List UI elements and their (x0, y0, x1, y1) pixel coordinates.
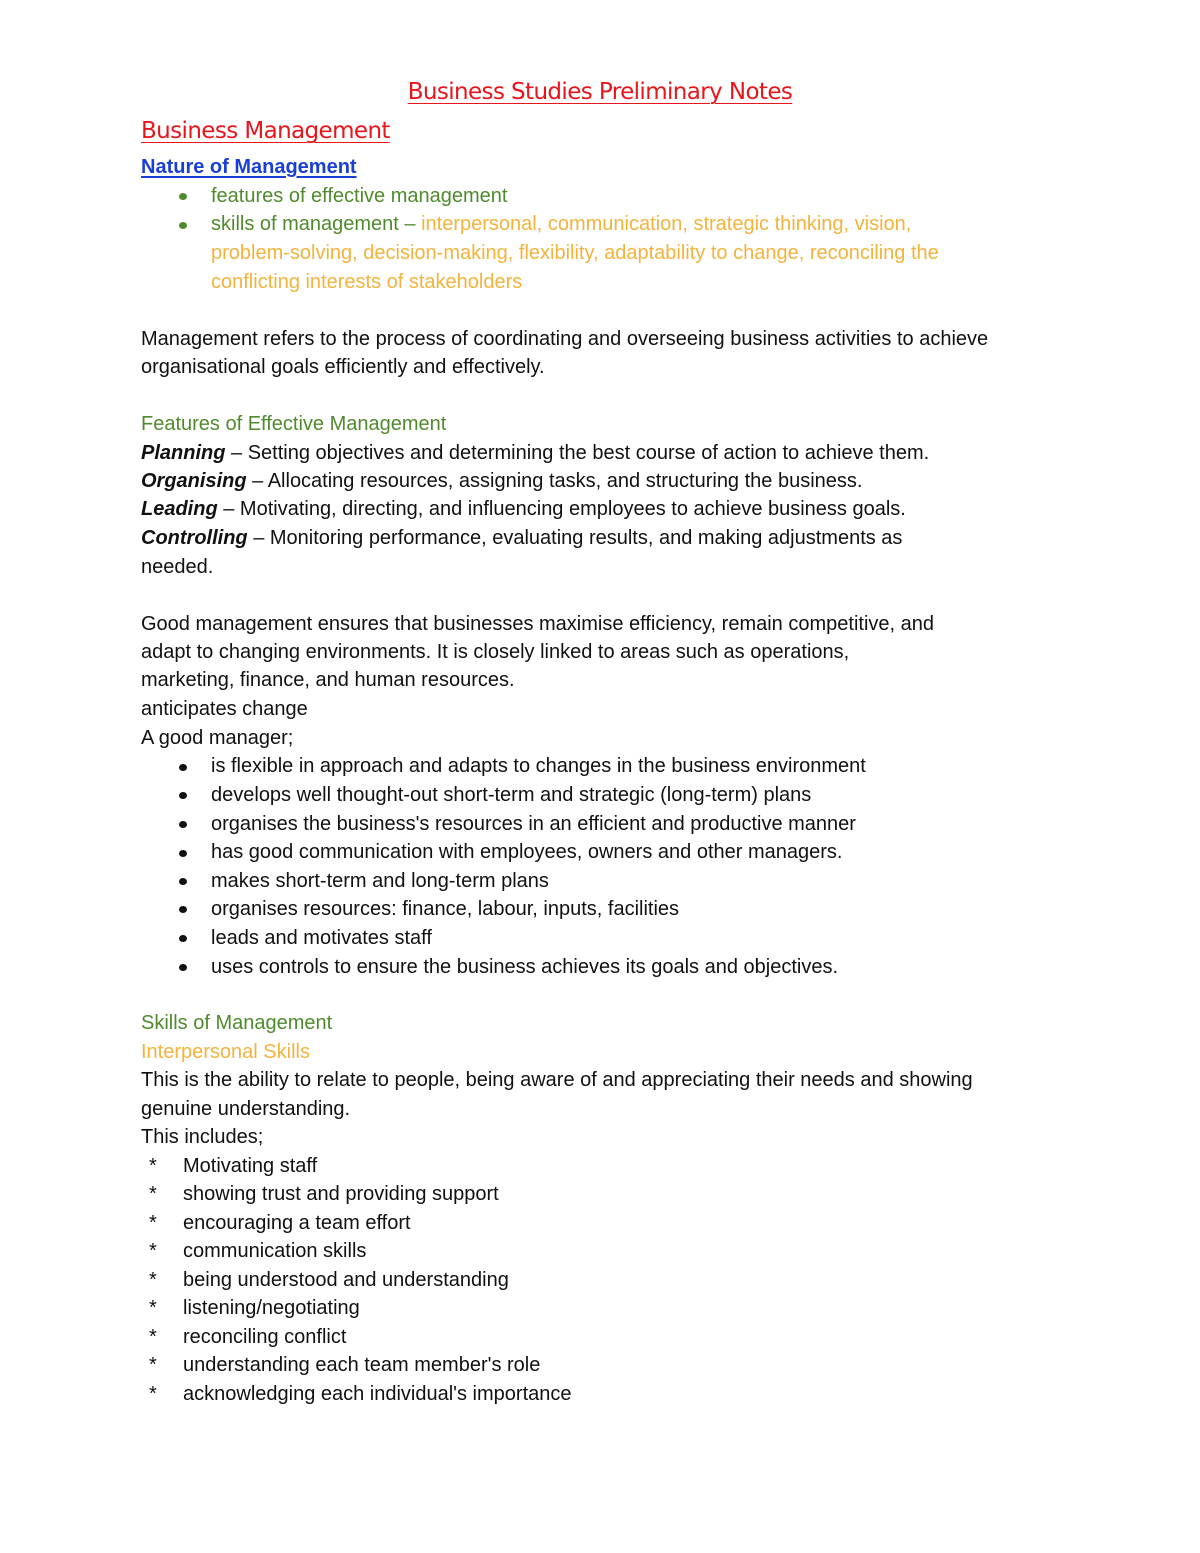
function-text: – Setting objectives and determining the best course of action to achieve them. (225, 442, 930, 464)
bullet-icon (179, 764, 187, 771)
list-item: listening/negotiating (183, 1297, 360, 1319)
bullet-icon (179, 964, 187, 971)
bullet-icon (179, 222, 187, 229)
function-controlling-cont: needed. (141, 556, 214, 578)
function-term: Leading (141, 498, 218, 520)
list-item: develops well thought-out short-term and strategic (long-term) plans (211, 784, 812, 806)
subsection-heading: Nature of Management (141, 156, 357, 178)
star-bullet: * (149, 1383, 157, 1405)
list-item: organises the business's resources in an efficient and productive manner (211, 813, 856, 835)
interpersonal-heading: Interpersonal Skills (141, 1041, 310, 1063)
function-text: – Allocating resources, assigning tasks, and structuring the business. (246, 470, 863, 492)
bullet-icon (179, 935, 187, 942)
function-planning (141, 441, 929, 465)
skills-list-line: problem-solving, decision-making, flexibility, adaptability to change, reconciling the (211, 242, 939, 264)
list-item: organises resources: finance, labour, inputs, facilities (211, 898, 680, 920)
topic-point-label: skills of management – (211, 213, 422, 235)
interpersonal-text: This is the ability to relate to people, being aware of and appreciating their needs and showing (141, 1069, 973, 1091)
list-item: encouraging a team effort (183, 1212, 411, 1234)
function-controlling (141, 526, 902, 550)
star-bullet: * (149, 1183, 157, 1205)
list-item: uses controls to ensure the business achieves its goals and objectives. (211, 956, 839, 978)
list-item: showing trust and providing support (183, 1183, 499, 1205)
definition-text: Management refers to the process of coordinating and overseeing business activities to achieve (141, 328, 989, 350)
good-manager-intro: A good manager; (141, 727, 294, 749)
star-bullet: * (149, 1354, 157, 1376)
list-item: Motivating staff (183, 1155, 318, 1177)
list-item: understanding each team member's role (183, 1354, 541, 1376)
skills-list: interpersonal, communication, strategic thinking, vision, (421, 213, 912, 235)
list-item: leads and motivates staff (211, 927, 432, 949)
bullet-icon (179, 850, 187, 857)
list-item: being understood and understanding (183, 1269, 509, 1291)
function-text: – Monitoring performance, evaluating results, and making adjustments as (247, 527, 903, 549)
bullet-icon (179, 821, 187, 828)
anticipates-text: anticipates change (141, 698, 308, 720)
skills-list-line: conflicting interests of stakeholders (211, 271, 523, 293)
interpersonal-text: genuine understanding. (141, 1098, 351, 1120)
topic-point (211, 212, 911, 236)
document-title: Business Studies Preliminary Notes (407, 79, 793, 105)
star-bullet: * (149, 1269, 157, 1291)
list-item: communication skills (183, 1240, 367, 1262)
features-heading: Features of Effective Management (141, 413, 447, 435)
function-organising (141, 469, 862, 493)
bullet-icon (179, 906, 187, 913)
includes-intro: This includes; (141, 1126, 264, 1148)
list-item: has good communication with employees, owners and other managers. (211, 841, 843, 863)
function-text: – Motivating, directing, and influencing employees to achieve business goals. (217, 498, 906, 520)
function-leading (141, 497, 906, 521)
good-management-text: adapt to changing environments. It is closely linked to areas such as operations, (141, 641, 850, 663)
list-item: acknowledging each individual's importance (183, 1383, 572, 1405)
function-term: Planning (141, 442, 226, 464)
section-heading: Business Management (141, 118, 390, 144)
star-bullet: * (149, 1212, 157, 1234)
bullet-icon (179, 193, 187, 200)
good-management-text: marketing, finance, and human resources. (141, 669, 515, 691)
definition-text: organisational goals efficiently and effectively. (141, 356, 545, 378)
bullet-icon (179, 878, 187, 885)
bullet-icon (179, 792, 187, 799)
star-bullet: * (149, 1240, 157, 1262)
star-bullet: * (149, 1297, 157, 1319)
list-item: makes short-term and long-term plans (211, 870, 549, 892)
list-item: is flexible in approach and adapts to changes in the business environment (211, 755, 866, 777)
topic-point: features of effective management (211, 185, 508, 207)
star-bullet: * (149, 1326, 157, 1348)
good-management-text: Good management ensures that businesses maximise efficiency, remain competitive, and (141, 613, 934, 635)
list-item: reconciling conflict (183, 1326, 347, 1348)
skills-heading: Skills of Management (141, 1012, 333, 1034)
function-term: Organising (141, 470, 247, 492)
function-term: Controlling (141, 527, 248, 549)
star-bullet: * (149, 1155, 157, 1177)
